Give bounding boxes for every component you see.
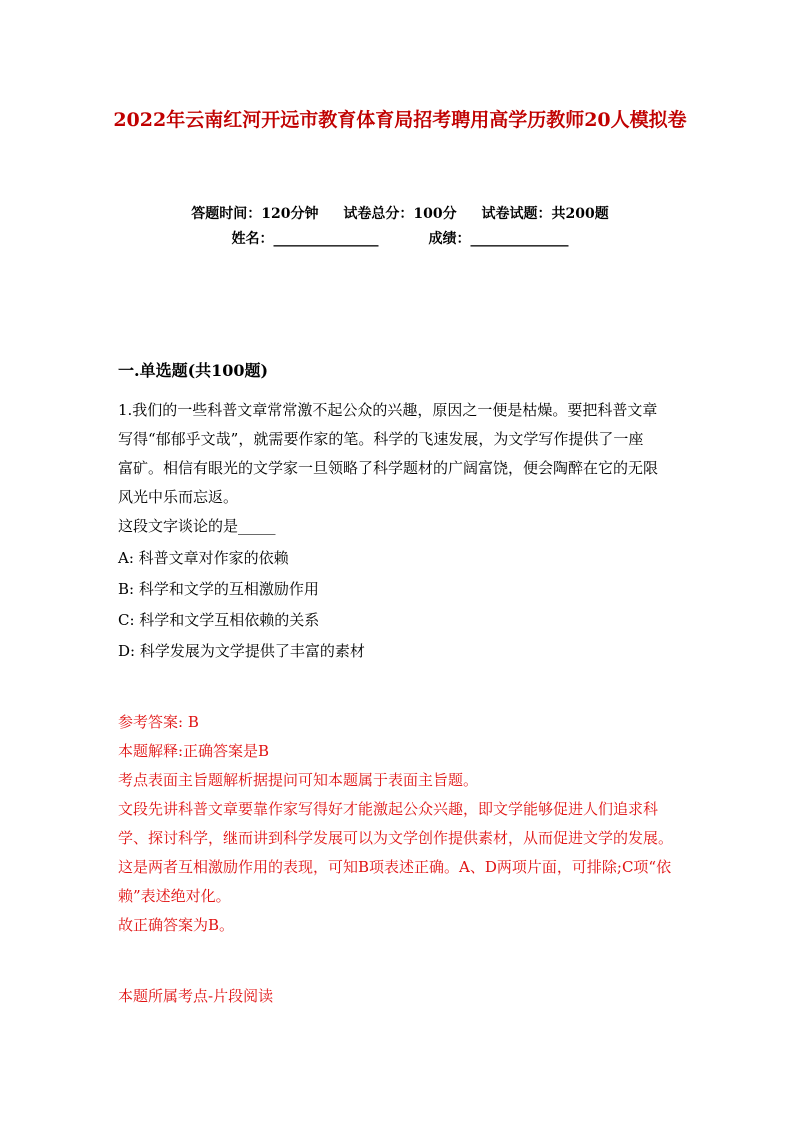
option-b: B: 科学和文学的互相激励作用 [118,580,319,598]
question-block [118,396,658,667]
candidate-info-row [0,228,800,248]
answer-point: 考点表面主旨题解析据提问可知本题属于表面主旨题。 [118,771,479,789]
answer-detail: 文段先讲科普文章要靠作家写得好才能激起公众兴趣，即文学能够促进人们追求科学、探讨科学，继而讲到科学发展可以为文学创作提供素材，从而促进文学的发展。这是两者互相激励作用的表现，可知B项表述正确。A、D两项片面，可排除;C项“依赖”表述绝对化。 [118,800,674,905]
answer-final: 故正确答案为B。 [118,916,235,934]
score-field: 成绩：______________ [428,231,569,247]
question-prompt: 这段文字谈论的是_____ [118,517,276,535]
exam-time: 答题时间：120分钟 [191,206,319,222]
option-d: D: 科学发展为文学提供了丰富的素材 [118,642,365,660]
answer-block [118,708,678,940]
reference-answer: 参考答案: B [118,713,199,731]
exam-question-count: 试卷试题：共200题 [481,206,609,222]
knowledge-point: 本题所属考点-片段阅读 [118,987,274,1005]
option-a: A: 科普文章对作家的依赖 [118,549,289,567]
name-field: 姓名：_______________ [231,231,379,247]
question-stem: 1.我们的一些科普文章常常激不起公众的兴趣，原因之一便是枯燥。要把科普文章写得“郁郁乎文哉”，就需要作家的笔。科学的飞速发展，为文学写作提供了一座富矿。相信有眼光的文学家一旦领略了科学题材的广阔富饶，便会陶醉在它的无限风光中乐而忘返。 [118,401,659,506]
exam-total-score: 试卷总分：100分 [343,206,457,222]
section-title: 一.单选题(共100题) [118,361,269,380]
option-list [118,543,658,667]
exam-meta-row [0,203,800,223]
option-c: C: 科学和文学互相依赖的关系 [118,611,320,629]
exam-title: 2022年云南红河开远市教育体育局招考聘用高学历教师20人模拟卷 [113,109,687,131]
answer-explanation-heading: 本题解释:正确答案是B [118,742,270,760]
